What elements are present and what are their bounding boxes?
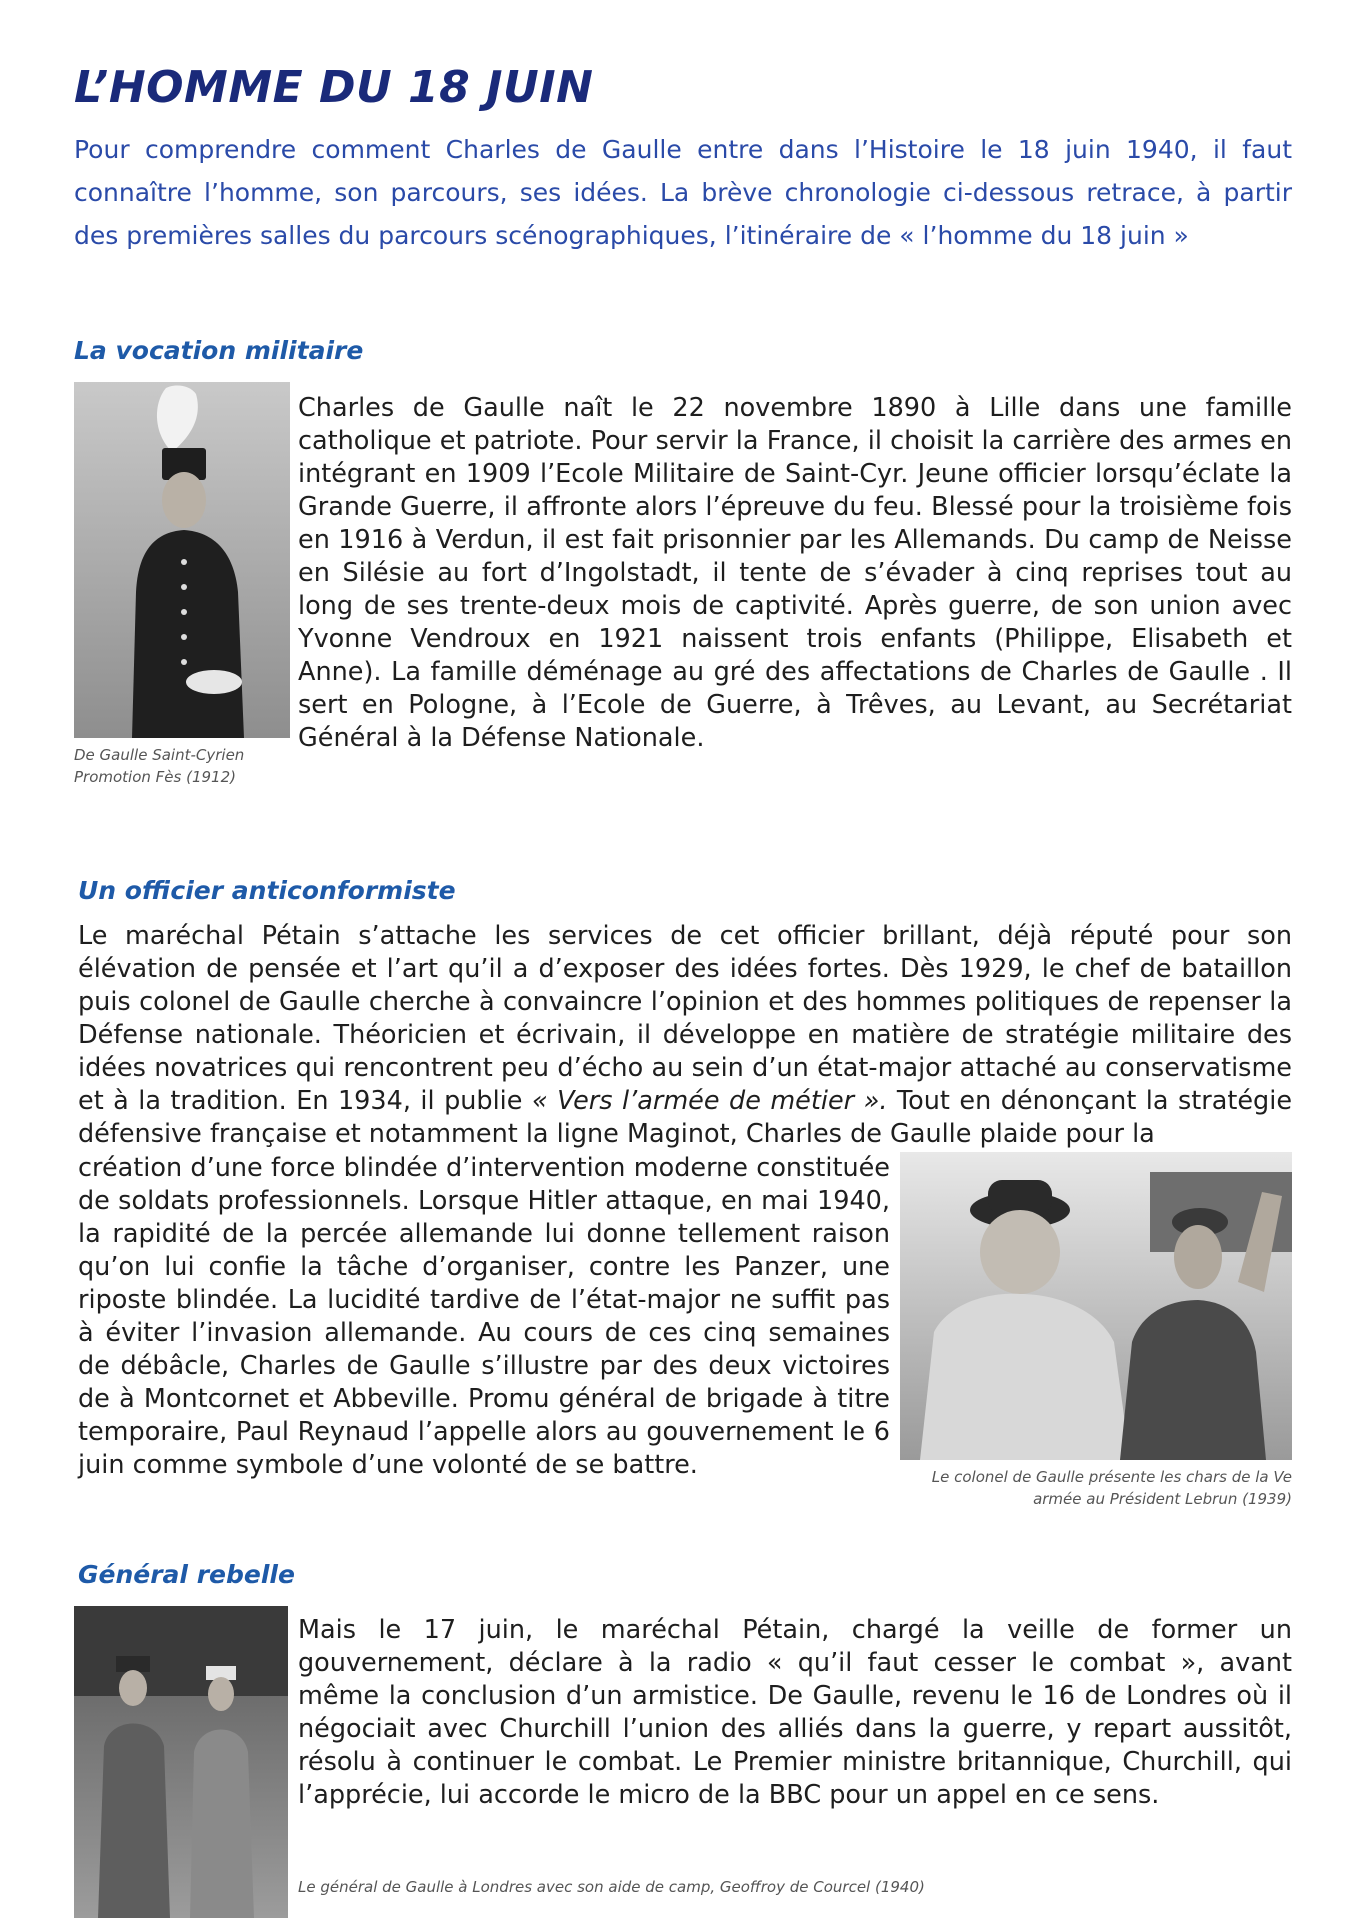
section-text-rebelle: Mais le 17 juin, le maréchal Pétain, chargé la veille de former un gouvernement, déclare à la radio « qu’il faut cesser le combat », avant même la conclusion d’un armistice. De Gaulle, revenu le 16 de Londres où il négociait avec Churchill l’union des alliés dans la guerre, y repart aussitôt, résolu à continuer le combat. Le Premier ministre britannique, Churchill, qui l’apprécie, lui accorde le micro de la BBC pour un appel en ce sens. xyxy=(298,1615,1292,1810)
section-text-anticonformiste xyxy=(78,920,1292,1151)
intro-paragraph: Pour comprendre comment Charles de Gaulle entre dans l’Histoire le 18 juin 1940, il faut connaître l’homme, son parcours, ses idées. La brève chronologie ci-dessous retrace, à partir des premières salles du parcours scénographiques, l’itinéraire de « l’homme du 18 juin » xyxy=(74,135,1292,250)
section-text-anticonformiste-wrapped: création d’une force blindée d’intervention moderne constituée de soldats professionnels. Lorsque Hitler attaque, en mai 1940, la rapidité de la percée allemande lui donne tellement raison qu’on lui confie la tâche d’organiser, contre les Panzer, une riposte blindée. La lucidité tardive de l’état-major ne suffit pas à éviter l’invasion allemande. Au cours de ces cinq semaines de débâcle, Charles de Gaulle s’illustre par des deux victoires de à Montcornet et Abbeville. Promu général de brigade à titre temporaire, Paul Reynaud l’appelle alors au gouvernement le 6 juin comme symbole d’une volonté de se battre. xyxy=(78,1153,890,1480)
photo-caption-lebrun xyxy=(900,1466,1292,1510)
section-heading-rebelle: Général rebelle xyxy=(78,1560,295,1589)
caption-line: armée au Président Lebrun (1939) xyxy=(1033,1490,1292,1508)
photo-caption-saint-cyrien xyxy=(74,744,244,788)
book-title: « Vers l’armée de métier ». xyxy=(531,1086,888,1116)
caption-line: Promotion Fès (1912) xyxy=(74,768,236,786)
photo-lebrun xyxy=(900,1152,1292,1460)
section-heading-vocation: La vocation militaire xyxy=(74,336,364,365)
text-run: Tout en dénonçant la stratégie défensive française et notamment la ligne Maginot, Charles de Gaulle plaide pour la xyxy=(78,1086,1293,1149)
section-heading-anticonformiste: Un officier anticonformiste xyxy=(78,876,456,905)
photo-saint-cyrien xyxy=(74,382,290,738)
photo-londres xyxy=(74,1606,288,1918)
page-title: L’HOMME DU 18 JUIN xyxy=(74,62,594,113)
photo-caption-londres: Le général de Gaulle à Londres avec son aide de camp, Geoffroy de Courcel (1940) xyxy=(298,1878,925,1896)
text-run: Le maréchal Pétain s’attache les services de cet officier brillant, déjà réputé pour son élévation de pensée et l’art qu’il a d’exposer des idées fortes. Dès 1929, le chef de bataillon puis colonel de Gaulle cherche à convaincre l’opinion et des hommes politiques de repenser la Défense nationale. Théoricien et écrivain, il développe en matière de stratégie militaire des idées novatrices qui rencontrent peu d’écho au sein d’un état-major attaché au conservatisme et à la tradition. En 1934, il publie xyxy=(78,921,1292,1116)
caption-line: De Gaulle Saint-Cyrien xyxy=(74,746,245,764)
section-text-vocation: Charles de Gaulle naît le 22 novembre 1890 à Lille dans une famille catholique et patriote. Pour servir la France, il choisit la carrière des armes en intégrant en 1909 l’Ecole Militaire de Saint-Cyr. Jeune officier lorsqu’éclate la Grande Guerre, il affronte alors l’épreuve du feu. Blessé pour la troisième fois en 1916 à Verdun, il est fait prisonnier par les Allemands. Du camp de Neisse en Silésie au fort d’Ingolstadt, il tente de s’évader à cinq reprises tout au long de ses trente-deux mois de captivité. Après guerre, de son union avec Yvonne Vendroux en 1921 naissent trois enfants (Philippe, Elisabeth et Anne). La famille déménage au gré des affectations de Charles de Gaulle . Il sert en Pologne, à l’Ecole de Guerre, à Trêves, au Levant, au Secrétariat Général à la Défense Nationale. xyxy=(298,393,1292,753)
caption-line: Le colonel de Gaulle présente les chars de la Ve xyxy=(931,1468,1292,1486)
